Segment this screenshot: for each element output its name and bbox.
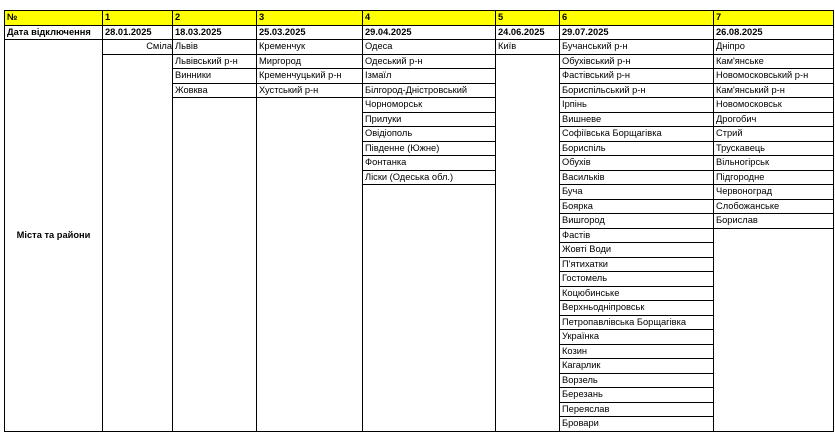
city-row	[5, 243, 834, 258]
header-column-number: 5	[496, 11, 560, 26]
empty-cell	[173, 373, 257, 388]
city-cell: Обухів	[560, 156, 714, 171]
empty-cell	[496, 359, 560, 374]
empty-cell	[363, 199, 496, 214]
city-row	[5, 40, 834, 55]
city-cell: Київ	[496, 40, 560, 55]
city-cell: Бориспіль	[560, 141, 714, 156]
city-cell: Чорноморськ	[363, 98, 496, 113]
empty-cell	[173, 388, 257, 403]
city-cell: Сміла	[103, 40, 173, 55]
empty-cell	[257, 243, 363, 258]
city-row	[5, 170, 834, 185]
city-row	[5, 257, 834, 272]
city-cell: Кременчук	[257, 40, 363, 55]
city-row	[5, 98, 834, 113]
dates-row	[5, 25, 834, 40]
empty-cell	[257, 388, 363, 403]
empty-cell	[173, 98, 257, 113]
city-cell: Новомосковськ	[714, 98, 834, 113]
city-cell: Боярка	[560, 199, 714, 214]
empty-cell	[173, 301, 257, 316]
city-row	[5, 344, 834, 359]
city-cell: Гостомель	[560, 272, 714, 287]
city-cell: Білгород-Дністровський	[363, 83, 496, 98]
empty-cell	[257, 98, 363, 113]
city-cell: Стрий	[714, 127, 834, 142]
empty-cell	[103, 214, 173, 229]
empty-cell	[714, 228, 834, 243]
empty-cell	[173, 344, 257, 359]
outage-date: 24.06.2025	[496, 25, 560, 40]
city-row	[5, 199, 834, 214]
empty-cell	[714, 373, 834, 388]
empty-cell	[173, 315, 257, 330]
empty-cell	[103, 402, 173, 417]
empty-cell	[257, 373, 363, 388]
empty-cell	[173, 359, 257, 374]
empty-cell	[496, 257, 560, 272]
empty-cell	[103, 417, 173, 432]
empty-cell	[103, 330, 173, 345]
city-cell: Вишневе	[560, 112, 714, 127]
city-cell: Дніпро	[714, 40, 834, 55]
empty-cell	[496, 141, 560, 156]
city-row	[5, 330, 834, 345]
empty-cell	[496, 373, 560, 388]
empty-cell	[257, 417, 363, 432]
empty-cell	[173, 402, 257, 417]
header-row	[5, 11, 834, 26]
empty-cell	[103, 388, 173, 403]
city-cell: Кагарлик	[560, 359, 714, 374]
city-cell: Миргород	[257, 54, 363, 69]
city-cell: Дрогобич	[714, 112, 834, 127]
empty-cell	[496, 214, 560, 229]
empty-cell	[173, 127, 257, 142]
empty-cell	[496, 286, 560, 301]
empty-cell	[496, 98, 560, 113]
empty-cell	[496, 243, 560, 258]
empty-cell	[714, 388, 834, 403]
empty-cell	[103, 98, 173, 113]
empty-cell	[257, 156, 363, 171]
empty-cell	[363, 272, 496, 287]
city-cell: Львівський р-н	[173, 54, 257, 69]
empty-cell	[103, 156, 173, 171]
empty-cell	[363, 417, 496, 432]
empty-cell	[173, 286, 257, 301]
empty-cell	[363, 330, 496, 345]
city-row	[5, 388, 834, 403]
city-cell: Бориспільський р-н	[560, 83, 714, 98]
empty-cell	[257, 228, 363, 243]
outage-date: 26.08.2025	[714, 25, 834, 40]
header-num-cell: №	[5, 11, 103, 26]
dates-label: Дата відключення	[5, 25, 103, 40]
empty-cell	[257, 402, 363, 417]
empty-cell	[496, 156, 560, 171]
empty-cell	[257, 127, 363, 142]
empty-cell	[173, 170, 257, 185]
empty-cell	[714, 315, 834, 330]
outage-date: 25.03.2025	[257, 25, 363, 40]
empty-cell	[103, 185, 173, 200]
empty-cell	[714, 344, 834, 359]
empty-cell	[496, 112, 560, 127]
empty-cell	[363, 359, 496, 374]
empty-cell	[496, 344, 560, 359]
city-cell: Бровари	[560, 417, 714, 432]
empty-cell	[103, 286, 173, 301]
city-cell: Жовті Води	[560, 243, 714, 258]
empty-cell	[714, 301, 834, 316]
city-cell: Борислав	[714, 214, 834, 229]
header-column-number: 7	[714, 11, 834, 26]
city-cell: Кременчуцький р-н	[257, 69, 363, 84]
header-column-number: 1	[103, 11, 173, 26]
empty-cell	[496, 127, 560, 142]
city-cell: Одеса	[363, 40, 496, 55]
city-cell: Буча	[560, 185, 714, 200]
cities-label: Міста та райони	[5, 40, 103, 432]
empty-cell	[257, 330, 363, 345]
empty-cell	[103, 54, 173, 69]
empty-cell	[103, 272, 173, 287]
empty-cell	[103, 315, 173, 330]
empty-cell	[363, 243, 496, 258]
empty-cell	[496, 228, 560, 243]
city-cell: Винники	[173, 69, 257, 84]
city-cell: Ірпінь	[560, 98, 714, 113]
city-cell: Фастів	[560, 228, 714, 243]
empty-cell	[257, 141, 363, 156]
city-row	[5, 301, 834, 316]
empty-cell	[257, 214, 363, 229]
city-cell: П'ятихатки	[560, 257, 714, 272]
empty-cell	[103, 112, 173, 127]
city-row	[5, 286, 834, 301]
city-cell: Кам'янський р-н	[714, 83, 834, 98]
city-row	[5, 373, 834, 388]
city-row	[5, 83, 834, 98]
header-column-number: 6	[560, 11, 714, 26]
empty-cell	[257, 170, 363, 185]
empty-cell	[714, 286, 834, 301]
city-cell: Коцюбинське	[560, 286, 714, 301]
empty-cell	[714, 330, 834, 345]
empty-cell	[257, 301, 363, 316]
empty-cell	[103, 344, 173, 359]
city-cell: Березань	[560, 388, 714, 403]
outage-date: 18.03.2025	[173, 25, 257, 40]
city-cell: Хустський р-н	[257, 83, 363, 98]
city-row	[5, 359, 834, 374]
empty-cell	[496, 69, 560, 84]
empty-cell	[173, 417, 257, 432]
empty-cell	[363, 286, 496, 301]
city-cell: Прилуки	[363, 112, 496, 127]
empty-cell	[173, 112, 257, 127]
city-cell: Овідіополь	[363, 127, 496, 142]
empty-cell	[363, 373, 496, 388]
city-cell: Новомосковський р-н	[714, 69, 834, 84]
city-row	[5, 315, 834, 330]
empty-cell	[363, 402, 496, 417]
city-row	[5, 112, 834, 127]
city-row	[5, 54, 834, 69]
city-row	[5, 417, 834, 432]
city-row	[5, 156, 834, 171]
empty-cell	[496, 402, 560, 417]
empty-cell	[363, 344, 496, 359]
header-column-number: 4	[363, 11, 496, 26]
empty-cell	[496, 272, 560, 287]
empty-cell	[173, 199, 257, 214]
empty-cell	[173, 243, 257, 258]
empty-cell	[173, 228, 257, 243]
city-cell: Трускавець	[714, 141, 834, 156]
outage-table	[4, 10, 834, 432]
outage-date: 29.07.2025	[560, 25, 714, 40]
empty-cell	[103, 257, 173, 272]
empty-cell	[103, 69, 173, 84]
city-row	[5, 69, 834, 84]
outage-date: 29.04.2025	[363, 25, 496, 40]
city-cell: Кам'янське	[714, 54, 834, 69]
empty-cell	[496, 330, 560, 345]
city-cell: Українка	[560, 330, 714, 345]
empty-cell	[103, 141, 173, 156]
city-cell: Вишгород	[560, 214, 714, 229]
city-row	[5, 141, 834, 156]
empty-cell	[103, 243, 173, 258]
empty-cell	[173, 330, 257, 345]
city-cell: Ворзель	[560, 373, 714, 388]
city-cell: Ліски (Одеська обл.)	[363, 170, 496, 185]
empty-cell	[496, 83, 560, 98]
city-cell: Вільногірськ	[714, 156, 834, 171]
city-cell: Софіївська Борщагівка	[560, 127, 714, 142]
empty-cell	[714, 257, 834, 272]
city-cell: Верхньодніпровськ	[560, 301, 714, 316]
empty-cell	[363, 301, 496, 316]
city-cell: Обухівський р-н	[560, 54, 714, 69]
empty-cell	[257, 344, 363, 359]
empty-cell	[714, 417, 834, 432]
empty-cell	[103, 127, 173, 142]
empty-cell	[714, 402, 834, 417]
empty-cell	[257, 286, 363, 301]
empty-cell	[103, 301, 173, 316]
city-row	[5, 185, 834, 200]
empty-cell	[496, 301, 560, 316]
city-row	[5, 272, 834, 287]
city-cell: Бучанський р-н	[560, 40, 714, 55]
empty-cell	[496, 388, 560, 403]
city-cell: Слобожанське	[714, 199, 834, 214]
empty-cell	[257, 272, 363, 287]
empty-cell	[257, 185, 363, 200]
city-cell: Козин	[560, 344, 714, 359]
empty-cell	[496, 199, 560, 214]
empty-cell	[103, 359, 173, 374]
empty-cell	[496, 54, 560, 69]
city-cell: Одеський р-н	[363, 54, 496, 69]
empty-cell	[363, 228, 496, 243]
empty-cell	[363, 214, 496, 229]
city-cell: Підгородне	[714, 170, 834, 185]
empty-cell	[173, 272, 257, 287]
city-row	[5, 228, 834, 243]
city-cell: Переяслав	[560, 402, 714, 417]
empty-cell	[103, 228, 173, 243]
empty-cell	[496, 170, 560, 185]
city-row	[5, 127, 834, 142]
city-row	[5, 214, 834, 229]
city-cell: Південне (Южне)	[363, 141, 496, 156]
header-column-number: 2	[173, 11, 257, 26]
empty-cell	[173, 257, 257, 272]
city-cell: Фонтанка	[363, 156, 496, 171]
schedule-sheet	[4, 10, 834, 432]
empty-cell	[103, 373, 173, 388]
empty-cell	[363, 315, 496, 330]
city-cell: Фастівський р-н	[560, 69, 714, 84]
city-row	[5, 402, 834, 417]
empty-cell	[496, 315, 560, 330]
empty-cell	[173, 185, 257, 200]
empty-cell	[363, 388, 496, 403]
city-cell: Ізмаїл	[363, 69, 496, 84]
empty-cell	[103, 199, 173, 214]
empty-cell	[714, 243, 834, 258]
empty-cell	[496, 185, 560, 200]
city-cell: Львів	[173, 40, 257, 55]
city-cell: Червоноград	[714, 185, 834, 200]
city-cell: Петропавлівська Борщагівка	[560, 315, 714, 330]
empty-cell	[173, 141, 257, 156]
city-cell: Жовква	[173, 83, 257, 98]
empty-cell	[257, 315, 363, 330]
city-cell: Васильків	[560, 170, 714, 185]
empty-cell	[714, 272, 834, 287]
empty-cell	[257, 112, 363, 127]
empty-cell	[257, 257, 363, 272]
empty-cell	[714, 359, 834, 374]
empty-cell	[363, 257, 496, 272]
empty-cell	[103, 170, 173, 185]
empty-cell	[173, 214, 257, 229]
header-column-number: 3	[257, 11, 363, 26]
empty-cell	[257, 199, 363, 214]
empty-cell	[173, 156, 257, 171]
empty-cell	[496, 417, 560, 432]
empty-cell	[257, 359, 363, 374]
outage-date: 28.01.2025	[103, 25, 173, 40]
empty-cell	[363, 185, 496, 200]
empty-cell	[103, 83, 173, 98]
